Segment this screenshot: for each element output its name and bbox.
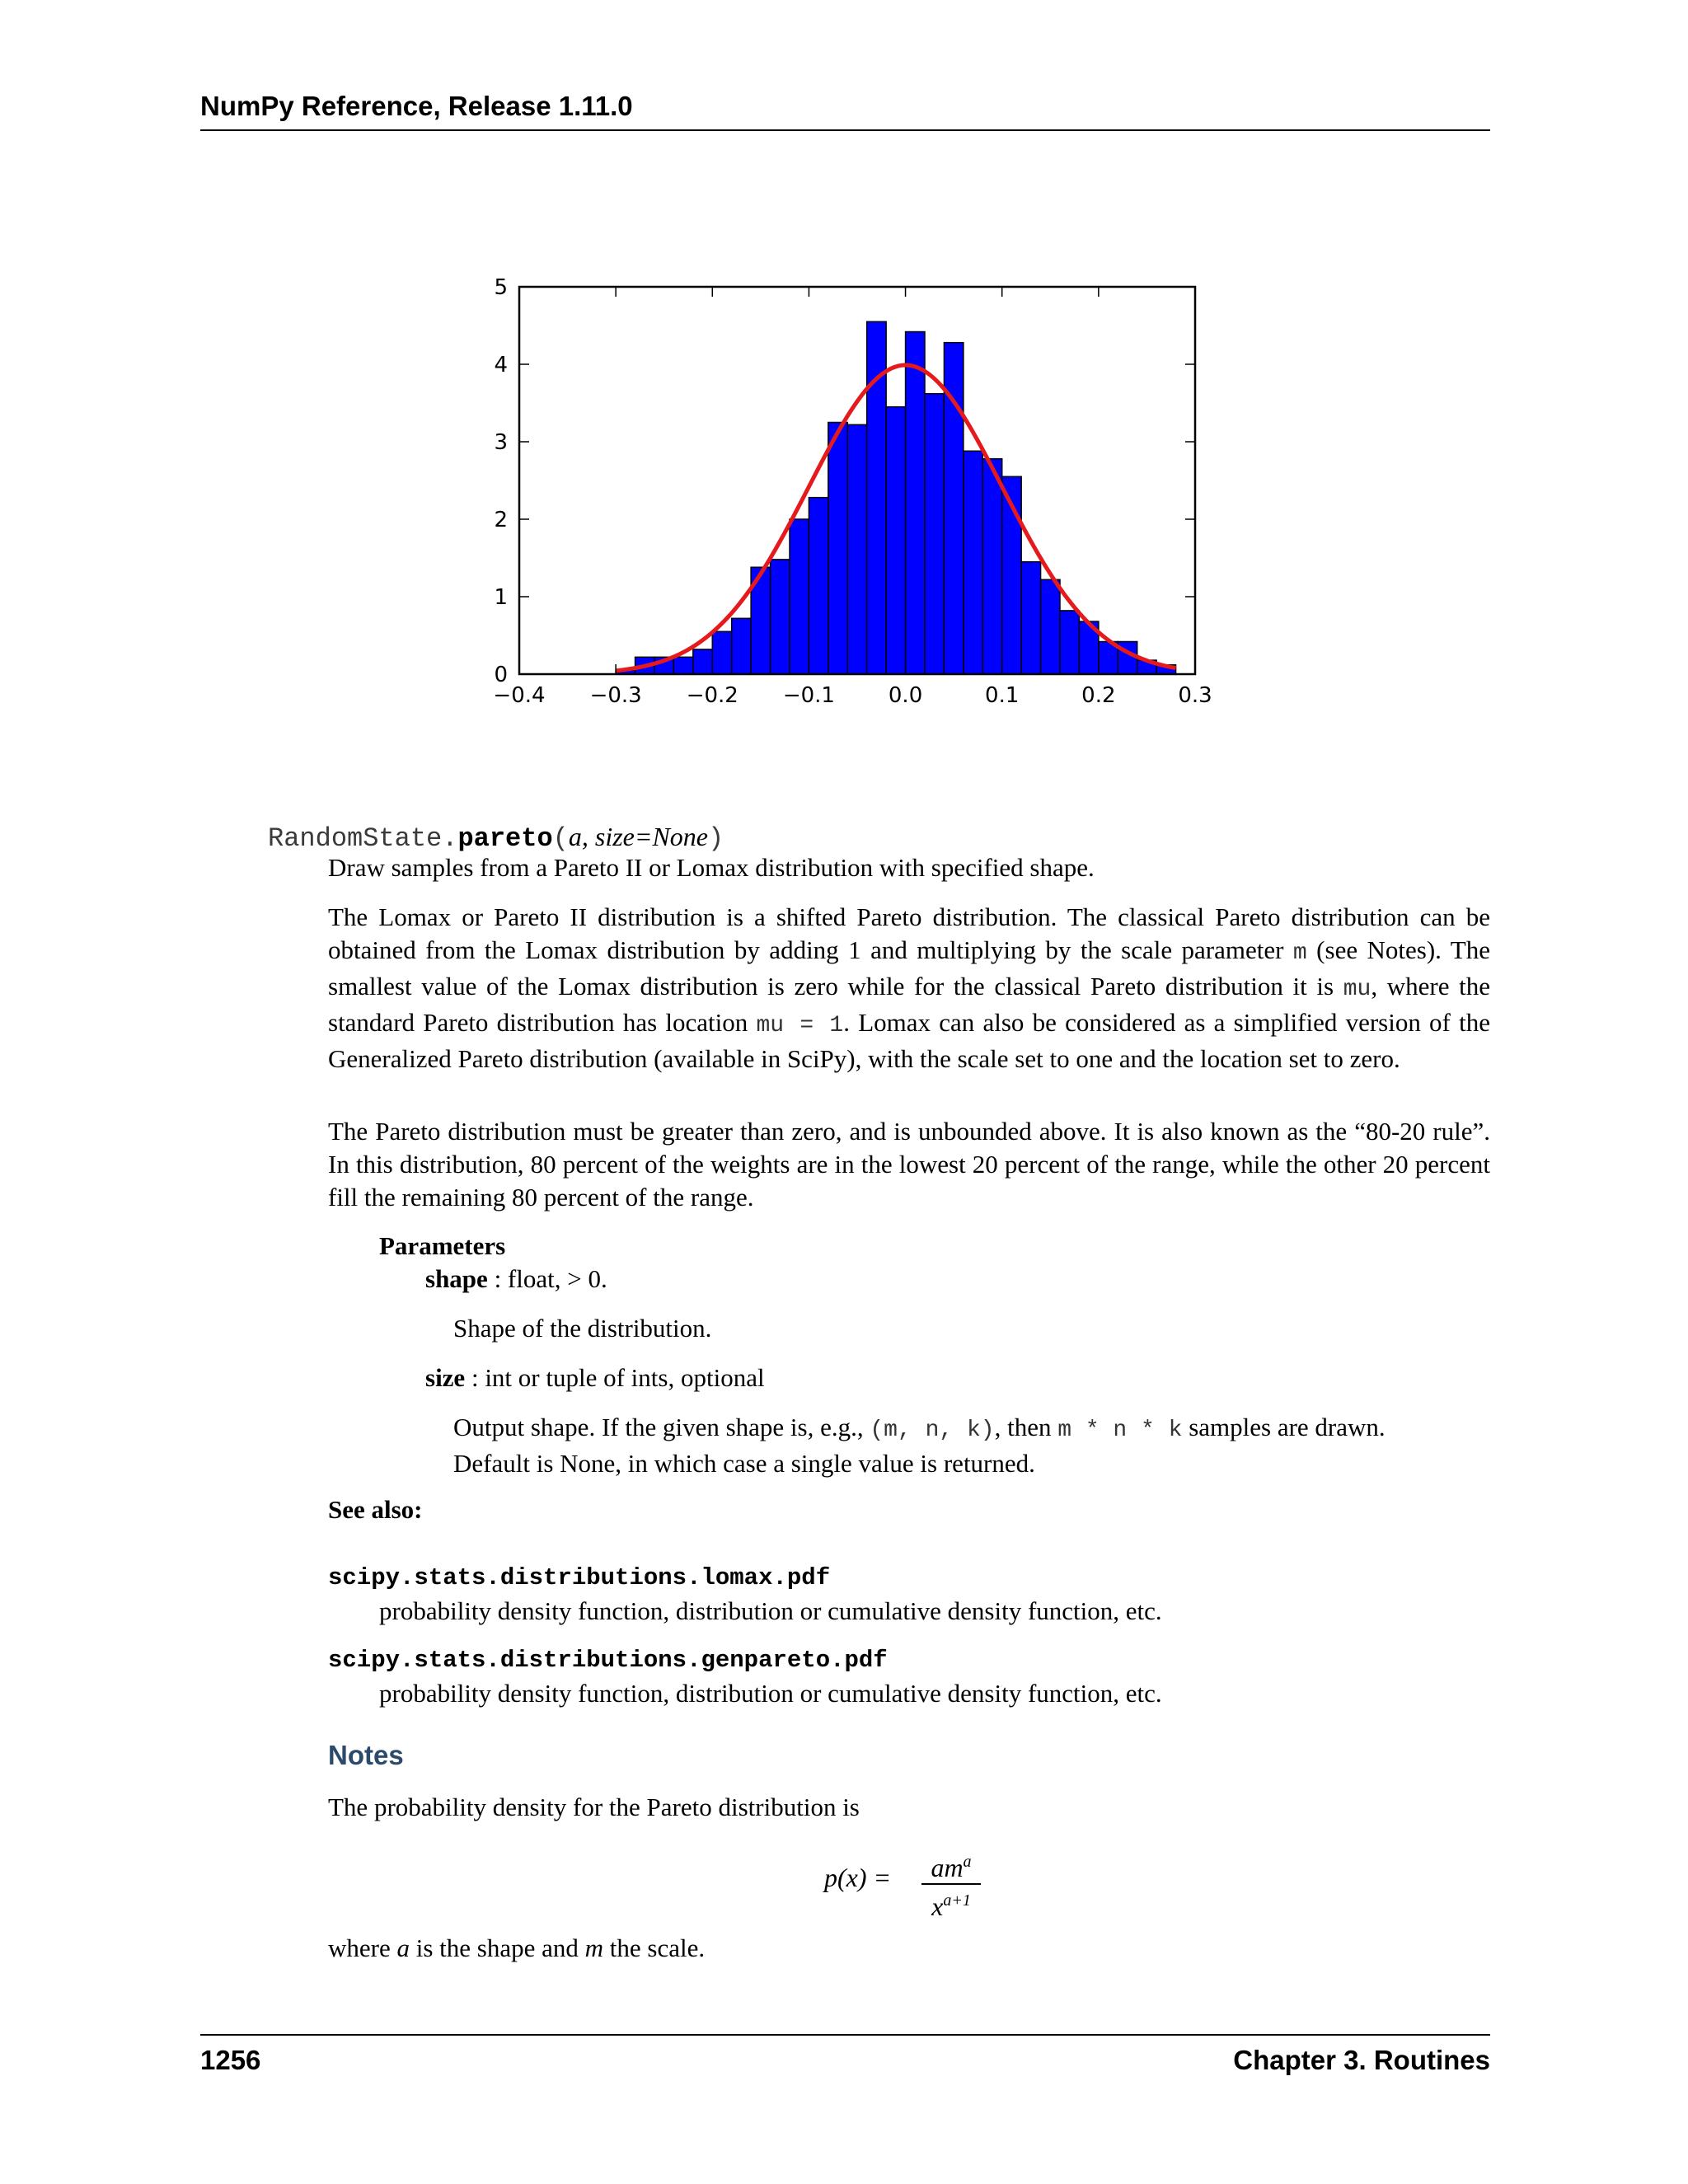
signature-args: a, size=None xyxy=(568,822,708,851)
see-also-desc-genpareto: probability density function, distribution or cumulative density function, etc. xyxy=(379,1679,1162,1708)
description-paragraph-2: The Pareto distribution must be greater than zero, and is unbounded above. It is also known as the “80-20 rule”. In this distribution, 80 percent of the weights are in the lowest 20 percent of the range, while the other 20 percent fill the remaining 80 percent of the range. xyxy=(328,1117,1490,1212)
y-tick-label: 4 xyxy=(494,353,508,377)
see-also-desc-lomax: probability density function, distribution or cumulative density function, etc. xyxy=(379,1596,1162,1625)
param-size-desc: Output shape. If the given shape is, e.g., (m, n, k), then m * n * k samples are drawn. Default is None, in which case a single value is returned. xyxy=(453,1413,1386,1478)
y-tick-label: 2 xyxy=(494,508,508,532)
code-mu-equals-1: mu = 1 xyxy=(756,1013,844,1038)
histogram-bar xyxy=(982,459,1001,674)
x-tick-label: 0.3 xyxy=(1178,683,1212,708)
notes-heading: Notes xyxy=(328,1740,404,1770)
histogram-bar xyxy=(712,631,731,674)
param-shape-desc: Shape of the distribution. xyxy=(453,1314,712,1343)
code-m: m xyxy=(1292,940,1307,966)
y-tick-label: 1 xyxy=(494,585,508,610)
histogram-bar xyxy=(925,394,944,674)
histogram-chart xyxy=(462,264,1236,725)
x-tick-label: −0.2 xyxy=(686,683,738,708)
histogram-bar xyxy=(1060,611,1079,674)
chapter-label: Chapter 3. Routines xyxy=(1233,2045,1490,2075)
histogram-bar xyxy=(673,657,692,674)
param-size: size : int or tuple of ints, optional xyxy=(425,1363,765,1392)
see-also-heading: See also: xyxy=(328,1495,423,1524)
signature-close-paren: ) xyxy=(708,823,724,854)
x-tick-label: −0.3 xyxy=(589,683,642,708)
function-signature xyxy=(268,820,724,855)
pareto-pdf-formula: p(x) = $am^a$ $x^{a+1}$ xyxy=(824,1846,1022,1920)
histogram-bars xyxy=(616,321,1175,674)
x-tick-label: 0.0 xyxy=(888,683,923,708)
histogram-bar xyxy=(1021,562,1040,674)
histogram-bar xyxy=(693,649,712,674)
signature-name: pareto xyxy=(457,823,553,854)
histogram-bar xyxy=(828,423,847,675)
histogram-bar xyxy=(732,618,751,674)
footer-rule xyxy=(200,2034,1490,2036)
page-number: 1256 xyxy=(200,2045,261,2075)
summary: Draw samples from a Pareto II or Lomax distribution with specified shape. xyxy=(328,853,1095,882)
running-header: NumPy Reference, Release 1.11.0 xyxy=(200,91,633,121)
see-also-link-genpareto[interactable]: scipy.stats.distributions.genpareto.pdf xyxy=(328,1647,888,1674)
notes-intro: The probability density for the Pareto distribution is xyxy=(328,1793,860,1821)
x-tick-label: 0.2 xyxy=(1081,683,1116,708)
signature-open-paren: ( xyxy=(552,823,569,854)
histogram-bar xyxy=(1041,579,1060,674)
histogram-bar xyxy=(886,407,905,674)
parameters-heading: Parameters xyxy=(379,1231,506,1260)
x-tick-label: −0.4 xyxy=(493,683,546,708)
histogram-bar xyxy=(790,519,809,674)
histogram-bar xyxy=(964,451,982,674)
y-tick-label: 5 xyxy=(494,275,508,300)
notes-where: where a is the shape and m the scale. xyxy=(328,1933,706,1962)
x-tick-label: −0.1 xyxy=(782,683,835,708)
histogram-bar xyxy=(809,498,828,674)
y-tick-label: 3 xyxy=(494,430,508,455)
param-shape: shape : float, > 0. xyxy=(425,1264,607,1293)
histogram-bar xyxy=(906,332,925,674)
code-mu: mu xyxy=(1343,977,1372,1002)
y-tick-label: 0 xyxy=(494,663,508,687)
histogram-bar xyxy=(771,560,790,674)
see-also-link-lomax[interactable]: scipy.stats.distributions.lomax.pdf xyxy=(328,1564,831,1591)
header-rule xyxy=(200,129,1490,131)
signature-class: RandomState. xyxy=(268,823,458,854)
x-tick-label: 0.1 xyxy=(985,683,1020,708)
histogram-bar xyxy=(847,424,866,674)
description-paragraph-1: The Lomax or Pareto II distribution is a shifted Pareto distribution. The classical Pareto distribution can be obtained from the Lomax distribution by adding 1 and multiplying by the scale parameter m (see Notes). The smallest value of the Lomax distribution is zero while for the classical Pareto distribution it is mu, where the standard Pareto distribution has location mu = 1. Lomax can also be considered as a simplified version of the Generalized Pareto distribution (available in SciPy), with the scale set to one and the location set to zero. xyxy=(328,902,1491,1073)
